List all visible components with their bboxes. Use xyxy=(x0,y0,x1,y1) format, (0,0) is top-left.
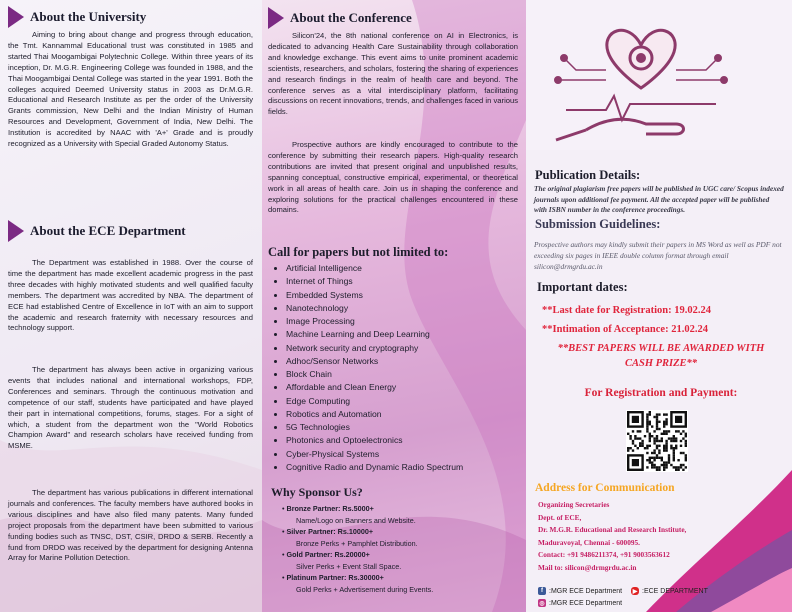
address-line[interactable]: Contact: +91 9486211374, +91 9003563612 xyxy=(538,550,670,559)
sponsor-tier: • Silver Partner: Rs.10000+ Bronze Perks + Pamphlet Distribution. xyxy=(282,527,418,548)
sponsor-heading: Why Sponsor Us? xyxy=(271,485,363,499)
dates-heading: Important dates: xyxy=(537,280,628,294)
topic-item: • Affordable and Clean Energy xyxy=(286,381,463,394)
instagram-link[interactable]: ◎ :MGR ECE Department xyxy=(539,599,623,607)
topic-item: • Cyber-Physical Systems xyxy=(286,448,463,461)
university-heading: About the University xyxy=(8,6,146,28)
topic-item: • Block Chain xyxy=(286,368,463,381)
address-line[interactable]: Mail to: silicon@drmgrdu.ac.in xyxy=(538,562,637,572)
topic-item: • Cognitive Radio and Dynamic Radio Spectrum xyxy=(286,461,463,474)
sponsor-tier-perk: Name/Logo on Banners and Website. xyxy=(296,516,416,525)
sponsor-tier-name: Bronze Partner: Rs.5000+ xyxy=(286,504,374,513)
address-line: Dr. M.G.R. Educational and Research Institute, xyxy=(538,525,687,534)
call-heading: Call for papers but not limited to: xyxy=(268,245,449,259)
topic-item: • Edge Computing xyxy=(286,395,463,408)
topic-item: • Adhoc/Sensor Networks xyxy=(286,355,463,368)
triangle-bullet-icon xyxy=(8,6,24,28)
topics-list xyxy=(272,262,463,474)
department-text-1: The Department was established in 1988. Over the course of time the department has made excellent academic progress in the past three decades with highly motivated students and well qualified faculty members. The department was accredited by NBA. The department of ECE had established Centre of Excellence in IoT with an aim to support the academic and research fraternity with necessary resources and technology support. xyxy=(8,258,253,333)
publication-text: The original plagiarism free papers will be published in UGC care/ Scopus indexed journals upon additional fee payment. All the accepted paper will be published with ISBN number in the conference proceedings. xyxy=(534,184,784,215)
sponsor-tier-name: Gold Partner: Rs.20000+ xyxy=(286,550,370,559)
address-heading: Address for Communication xyxy=(535,482,675,494)
sponsor-tier: • Platinum Partner: Rs.30000+ Gold Perks + Advertisement during Events. xyxy=(282,573,434,594)
topic-item: • Machine Learning and Deep Learning xyxy=(286,328,463,341)
facebook-link[interactable]: f :MGR ECE Department xyxy=(538,587,622,595)
address-line: Organizing Secretaries xyxy=(538,500,610,509)
registration-date: **Last date for Registration: 19.02.24 xyxy=(542,305,711,316)
topic-item: • Image Processing xyxy=(286,315,463,328)
triangle-bullet-icon xyxy=(8,220,24,242)
conference-text-2: Prospective authors are kindly encouraged to contribute to the conference by submitting their research papers. High-quality research contributions are invited that present original and unpublished results, spanning conceptual, constructive empirical, experimental, or theoretical work in all areas of health care. Join us in shaping the conference and exploring solutions for the practical challenges encountered in these domains. xyxy=(268,140,518,215)
youtube-link[interactable]: ▶ :ECE DEPARTMENT xyxy=(632,587,708,595)
award-line-2: CASH PRIZE** xyxy=(624,358,698,369)
sponsor-tier-perk: Gold Perks + Advertisement during Events. xyxy=(296,585,434,594)
address-line: Maduravoyal, Chennai - 600095. xyxy=(538,537,640,547)
department-heading: About the ECE Department xyxy=(8,220,186,242)
sponsor-tier-perk: Bronze Perks + Pamphlet Distribution. xyxy=(296,539,418,548)
sponsor-tier-name: Platinum Partner: Rs.30000+ xyxy=(286,573,384,582)
qr-code-image xyxy=(626,410,688,472)
sponsor-tier-perk: Silver Perks + Event Stall Space. xyxy=(296,562,402,571)
facebook-icon: f xyxy=(538,587,546,595)
submission-heading: Submission Guidelines: xyxy=(535,217,661,231)
topic-item: • Photonics and Optoelectronics xyxy=(286,434,463,447)
topic-item: • Internet of Things xyxy=(286,275,463,288)
registration-heading: For Registration and Payment: xyxy=(584,387,738,399)
sponsor-tier: • Bronze Partner: Rs.5000+ Name/Logo on Banners and Website. xyxy=(282,504,416,525)
department-text-2: The department has always been active in organizing various events that includes national and international workshops, FDP, Conferences and seminars. Through the continuous motivation and competence of our staff, students have participated and have played their part in international competitions, forums, stages. For a sight of which, a student from the department won the "World Robotics Champion Award" and research scholars have received funding from MSME. xyxy=(8,365,253,451)
topic-item: • Nanotechnology xyxy=(286,302,463,315)
sponsor-tier: • Gold Partner: Rs.20000+ Silver Perks + Event Stall Space. xyxy=(282,550,402,571)
address-line: Dept. of ECE, xyxy=(538,512,582,522)
topic-item: • Robotics and Automation xyxy=(286,408,463,421)
topic-item: • Embedded Systems xyxy=(286,289,463,302)
department-text-3: The department has various publications in different international journals and conferences. The faculty members have authored books in various disciplines and have also filed many patents. Many funded project proposals from the department have been submitted to various funding bodies such as TNSC, DST, CSIR, DRDO & SERB. Recently a fund from DRDO was received by the department for designing Antenna Array for Marine Pollution Detection. xyxy=(8,488,253,563)
acceptance-date: **Intimation of Acceptance: 21.02.24 xyxy=(542,324,708,335)
ai-health-hand-icon xyxy=(546,0,736,150)
sponsor-tier-name: Silver Partner: Rs.10000+ xyxy=(286,527,374,536)
publication-heading: Publication Details: xyxy=(535,168,641,182)
triangle-bullet-icon xyxy=(268,7,284,29)
conference-text-1: Silicon'24, the 8th national conference on AI in Electronics, is dedicated to advancing Health Care Sustainability through collaboration and knowledge exchange. This event aims to unite prominent academic scientists, researchers, and scholars, fostering the sharing of experiences and research findings in the realm of health care and beyond. The conference serves as a vital interdisciplinary platform, facilitating discussions on recent innovations, trends, and challenges faced in various fields. xyxy=(268,31,518,117)
topic-item: • Network security and cryptography xyxy=(286,342,463,355)
conference-heading: About the Conference xyxy=(268,7,412,29)
qr-code[interactable] xyxy=(626,410,688,472)
submission-text: Prospective authors may kindly submit their papers in MS Word as well as PDF not exceeding six pages in IEEE double column format through email silicon@drmgrdu.ac.in xyxy=(534,240,782,271)
topic-item: • Artificial Intelligence xyxy=(286,262,463,275)
youtube-icon: ▶ xyxy=(632,588,638,595)
instagram-icon: ◎ xyxy=(539,600,545,607)
award-line-1: **BEST PAPERS WILL BE AWARDED WITH xyxy=(557,343,765,354)
university-text: Aiming to bring about change and progress through education, the Tmt. Kannammal Educational trust was constituted in 1985 and started Thai Moogambigai Polytechnic College. Within three years of its inception, Dr. M.G.R. Engineering College was founded in 1988, and the Thai Moogambigai Dental College was started in the year 1991. Both the colleges acquired Deemed University status in 2003 as Dr.M.G.R. Educational and Research Institute as per the order of the University Grants commission, New Delhi and the Indian Ministry of Human Resources and Development, Government of India, New Delhi. The Institution is accredited by NAAC with 'A+' Grade and is proudly recognized as a University with Special Graded Autonomy Status. xyxy=(8,30,253,149)
topic-item: • 5G Technologies xyxy=(286,421,463,434)
